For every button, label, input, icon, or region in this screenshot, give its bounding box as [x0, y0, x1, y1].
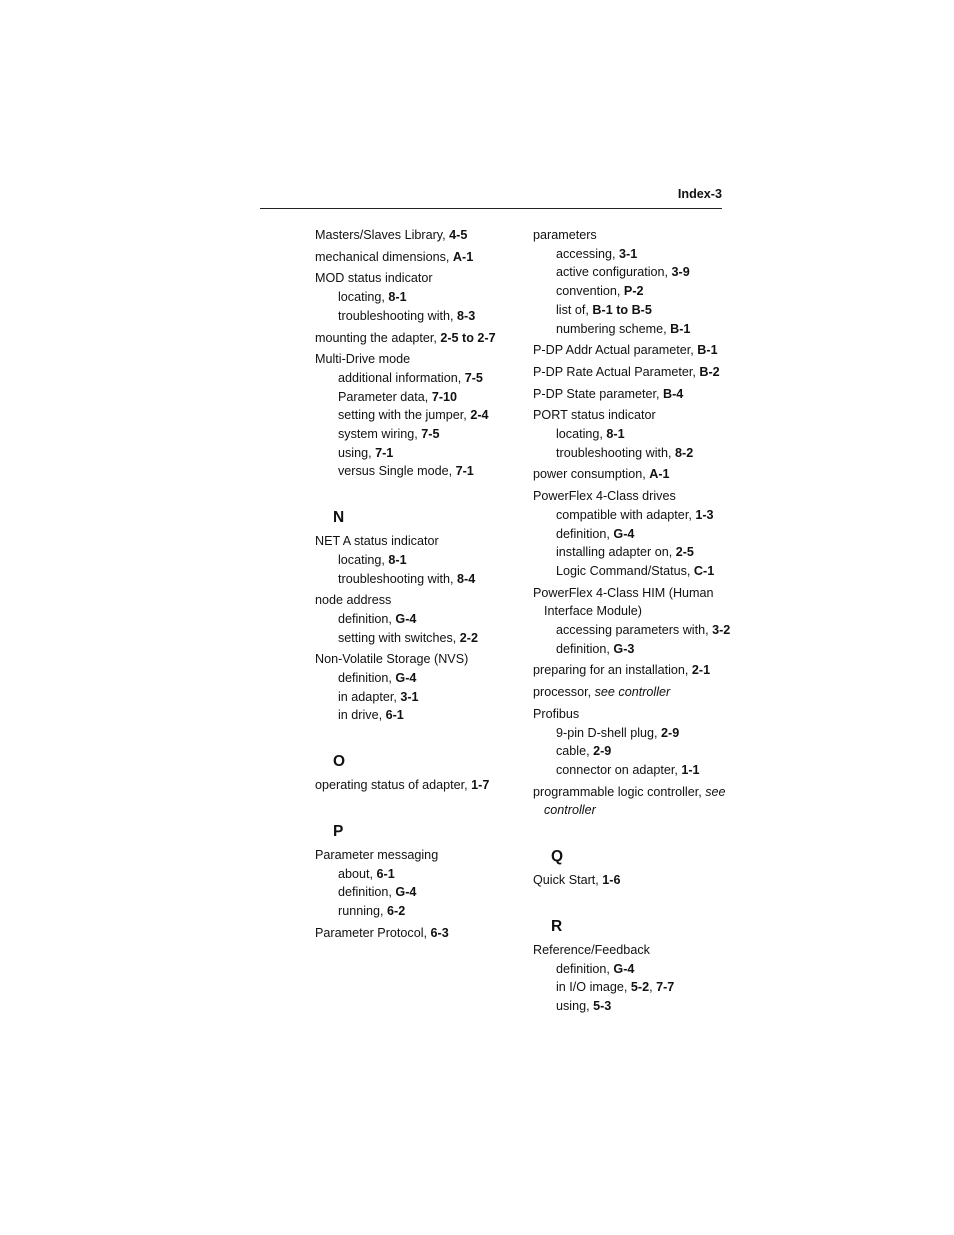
index-group-n — [315, 532, 515, 725]
page-ref: 2-4 — [470, 408, 489, 423]
page-ref: 5-3 — [593, 998, 612, 1013]
entry-text: MOD status indicator — [315, 271, 433, 286]
page-ref: 3-1 — [619, 246, 638, 261]
index-entry — [533, 584, 733, 659]
index-term — [533, 487, 733, 506]
page-ref: 2-9 — [661, 725, 680, 740]
entry-text: setting with the jumper, — [338, 408, 471, 423]
index-group-q — [533, 871, 733, 890]
index-subterm — [315, 688, 515, 707]
entry-text: locating, — [338, 552, 389, 567]
entry-text: definition, — [338, 611, 396, 626]
entry-text: Reference/Feedback — [533, 942, 650, 957]
section-letter-q: Q — [551, 848, 564, 866]
entry-text: definition, — [556, 641, 614, 656]
page-ref: 7-1 — [375, 445, 394, 460]
entry-text: parameters — [533, 228, 597, 242]
index-subterm — [315, 551, 515, 570]
index-entry — [315, 776, 515, 795]
entry-text: Parameter messaging — [315, 847, 439, 862]
page-label: Index-3 — [677, 187, 722, 201]
page-ref: 1-6 — [602, 873, 621, 888]
page-ref: B-1 to B-5 — [592, 302, 652, 317]
page-ref: 7-1 — [455, 464, 474, 479]
index-term — [533, 871, 733, 890]
entry-text: power consumption, — [533, 467, 650, 482]
page-ref: 2-5 to 2-7 — [440, 330, 496, 345]
index-group-o — [315, 776, 515, 795]
index-entry — [533, 465, 733, 484]
entry-text: programmable logic controller, — [533, 784, 706, 799]
page-ref: 7-7 — [656, 980, 675, 995]
entry-text: mechanical dimensions, — [315, 249, 453, 264]
index-entry — [533, 683, 733, 702]
page-ref: 6-1 — [376, 866, 395, 881]
entry-text: 9-pin D-shell plug, — [556, 725, 661, 740]
index-term — [533, 385, 733, 404]
entry-text: node address — [315, 593, 392, 608]
page-ref: 7-5 — [421, 427, 440, 442]
index-term — [315, 924, 515, 943]
index-subterm — [533, 621, 733, 640]
index-entry — [533, 783, 733, 820]
see-reference: see controller — [594, 685, 671, 700]
index-entry — [315, 226, 515, 245]
entry-text: PowerFlex 4-Class drives — [533, 489, 676, 504]
index-subterm — [533, 301, 733, 320]
index-entry — [315, 924, 515, 943]
index-term — [533, 661, 733, 680]
entry-text: Parameter data, — [338, 389, 432, 404]
index-entry — [315, 248, 515, 267]
entry-text: convention, — [556, 284, 624, 299]
index-subterm — [315, 865, 515, 884]
entry-text: troubleshooting with, — [338, 308, 458, 323]
index-term — [533, 584, 733, 603]
entry-text: operating status of adapter, — [315, 778, 472, 793]
index-term — [533, 341, 733, 360]
index-term — [533, 783, 733, 802]
page-ref: 8-1 — [606, 427, 625, 442]
index-subterm — [533, 724, 733, 743]
index-subterm — [533, 282, 733, 301]
page-ref: 8-2 — [675, 445, 694, 460]
index-term — [315, 248, 515, 267]
entry-text: in I/O image, — [556, 980, 631, 995]
index-subterm — [533, 640, 733, 659]
index-term — [315, 329, 515, 348]
index-column-left — [315, 226, 515, 945]
index-subterm — [533, 562, 733, 581]
entry-text: P-DP State parameter, — [533, 386, 663, 401]
entry-text: in drive, — [338, 708, 386, 723]
index-term — [533, 705, 733, 724]
entry-text: processor, — [533, 685, 595, 700]
entry-text: accessing, — [556, 246, 619, 261]
index-subterm — [315, 425, 515, 444]
page-ref: B-2 — [699, 364, 720, 379]
index-term — [315, 269, 515, 288]
page-ref: 8-3 — [457, 308, 476, 323]
page-ref: B-1 — [670, 321, 691, 336]
page-ref: B-4 — [662, 386, 684, 401]
page-ref: 2-9 — [593, 744, 612, 759]
entry-text: in adapter, — [338, 689, 401, 704]
section-letter-o: O — [333, 753, 346, 771]
entry-text: installing adapter on, — [556, 545, 676, 560]
page-ref: A-1 — [649, 467, 670, 482]
ref-separator: , — [649, 980, 657, 995]
index-subterm — [533, 263, 733, 282]
page-ref: 3-2 — [712, 623, 731, 638]
index-term — [533, 941, 733, 960]
entry-text: Interface Module) — [544, 604, 643, 619]
index-group-p-cont — [533, 226, 733, 820]
page-header — [260, 184, 722, 209]
index-term — [315, 350, 515, 369]
index-subterm — [533, 425, 733, 444]
page-ref: 8-1 — [388, 290, 407, 305]
entry-text: Non-Volatile Storage (NVS) — [315, 652, 469, 667]
entry-text: Quick Start, — [533, 873, 603, 888]
page-ref: G-4 — [395, 885, 417, 900]
index-entry — [533, 226, 733, 338]
index-term — [315, 226, 515, 245]
page-ref: 2-5 — [675, 545, 694, 560]
page-ref: G-4 — [613, 526, 635, 541]
index-group-r — [533, 941, 733, 1016]
index-term-continuation — [533, 801, 733, 820]
index-subterm — [533, 525, 733, 544]
index-entry — [533, 941, 733, 1016]
index-entry — [315, 650, 515, 725]
index-term — [533, 406, 733, 425]
index-entry — [533, 487, 733, 581]
entry-text: connector on adapter, — [556, 762, 682, 777]
entry-text: active configuration, — [556, 265, 672, 280]
entry-text: compatible with adapter, — [556, 507, 696, 522]
entry-text: definition, — [556, 526, 614, 541]
page-ref: 2-2 — [459, 630, 478, 645]
index-subterm — [533, 543, 733, 562]
index-entry — [533, 661, 733, 680]
index-subterm — [533, 444, 733, 463]
see-reference: see — [705, 784, 726, 799]
page-ref: 6-2 — [387, 903, 406, 918]
index-entry — [533, 363, 733, 382]
entry-text: using, — [556, 998, 594, 1013]
index-entry — [533, 871, 733, 890]
section-letter-n: N — [333, 509, 345, 527]
index-subterm — [533, 761, 733, 780]
index-group-p — [315, 846, 515, 943]
index-term — [315, 650, 515, 669]
index-term — [533, 465, 733, 484]
page-ref: 1-1 — [681, 762, 700, 777]
entry-text: definition, — [556, 961, 614, 976]
index-subterm — [315, 406, 515, 425]
index-term — [315, 776, 515, 795]
page-ref: 6-3 — [430, 925, 449, 940]
index-entry — [315, 350, 515, 481]
page-ref: G-4 — [613, 961, 635, 976]
index-subterm — [315, 462, 515, 481]
index-subterm — [315, 369, 515, 388]
page-ref: 7-5 — [464, 370, 483, 385]
index-subterm — [315, 706, 515, 725]
page-ref: B-1 — [697, 343, 718, 358]
entry-text: PowerFlex 4-Class HIM (Human — [533, 585, 714, 600]
entry-text: P-DP Rate Actual Parameter, — [533, 364, 700, 379]
entry-text: numbering scheme, — [556, 321, 671, 336]
entry-text: troubleshooting with, — [556, 445, 676, 460]
index-entry — [533, 341, 733, 360]
index-term — [315, 591, 515, 610]
page-ref: A-1 — [452, 249, 474, 264]
see-reference: controller — [544, 803, 596, 818]
entry-text: preparing for an installation, — [533, 663, 692, 678]
index-entry — [533, 385, 733, 404]
page-ref: P-2 — [623, 284, 644, 299]
entry-text: about, — [338, 866, 377, 881]
page-ref: G-4 — [395, 611, 417, 626]
page-ref: 5-2 — [630, 980, 650, 995]
index-subterm — [315, 610, 515, 629]
entry-text: Profibus — [533, 706, 580, 721]
index-term — [315, 846, 515, 865]
index-column-right — [533, 226, 733, 1019]
index-subterm — [315, 629, 515, 648]
page-ref: 8-4 — [457, 571, 476, 586]
index-subterm — [533, 997, 733, 1016]
index-subterm — [315, 444, 515, 463]
index-subterm — [315, 570, 515, 589]
index-entry — [533, 406, 733, 462]
index-subterm — [533, 506, 733, 525]
entry-text: locating, — [556, 427, 607, 442]
entry-text: locating, — [338, 290, 389, 305]
index-subterm — [315, 307, 515, 326]
index-term — [315, 532, 515, 551]
entry-text: cable, — [556, 744, 594, 759]
entry-text: definition, — [338, 671, 396, 686]
entry-text: using, — [338, 445, 376, 460]
index-entry — [533, 705, 733, 780]
entry-text: accessing parameters with, — [556, 623, 713, 638]
section-letter-r: R — [551, 917, 563, 935]
index-entry — [315, 532, 515, 588]
entry-text: mounting the adapter, — [315, 330, 441, 345]
entry-text: PORT status indicator — [533, 408, 656, 423]
index-entry — [315, 846, 515, 921]
index-subterm — [533, 320, 733, 339]
entry-text: Logic Command/Status, — [556, 563, 694, 578]
entry-text: system wiring, — [338, 427, 422, 442]
index-term — [533, 226, 733, 245]
entry-text: versus Single mode, — [338, 464, 456, 479]
entry-text: Parameter Protocol, — [315, 925, 431, 940]
entry-text: additional information, — [338, 370, 465, 385]
page-ref: 1-7 — [471, 778, 490, 793]
index-subterm — [533, 978, 733, 997]
index-subterm — [315, 669, 515, 688]
page-ref: C-1 — [693, 563, 715, 578]
page-ref: 8-1 — [388, 552, 407, 567]
index-term — [533, 683, 733, 702]
index-subterm — [315, 902, 515, 921]
entry-text: running, — [338, 903, 388, 918]
page-ref: 7-10 — [431, 389, 458, 404]
page-ref: 3-9 — [671, 265, 690, 280]
entry-text: troubleshooting with, — [338, 571, 458, 586]
index-term-continuation — [533, 602, 733, 621]
index-entry — [315, 591, 515, 647]
entry-text: P-DP Addr Actual parameter, — [533, 343, 698, 358]
page-ref: 6-1 — [385, 708, 404, 723]
page-ref: G-4 — [395, 671, 417, 686]
entry-text: definition, — [338, 885, 396, 900]
index-entry — [315, 269, 515, 325]
page-ref: G-3 — [613, 641, 635, 656]
index-subterm — [533, 742, 733, 761]
entry-text: Multi-Drive mode — [315, 352, 411, 367]
index-subterm — [533, 245, 733, 264]
index-group-m — [315, 226, 515, 481]
entry-text: Masters/Slaves Library, — [315, 228, 450, 242]
entry-text: NET A status indicator — [315, 534, 439, 549]
index-entry — [315, 329, 515, 348]
entry-text: list of, — [556, 302, 593, 317]
index-subterm — [315, 288, 515, 307]
index-term — [533, 363, 733, 382]
entry-text: setting with switches, — [338, 630, 460, 645]
page-ref: 2-1 — [691, 663, 711, 678]
index-subterm — [315, 883, 515, 902]
index-subterm — [533, 960, 733, 979]
page-ref: 3-1 — [400, 689, 419, 704]
section-letter-p: P — [333, 822, 344, 840]
page-ref: 4-5 — [449, 228, 468, 242]
index-subterm — [315, 388, 515, 407]
page-ref: 1-3 — [695, 507, 714, 522]
